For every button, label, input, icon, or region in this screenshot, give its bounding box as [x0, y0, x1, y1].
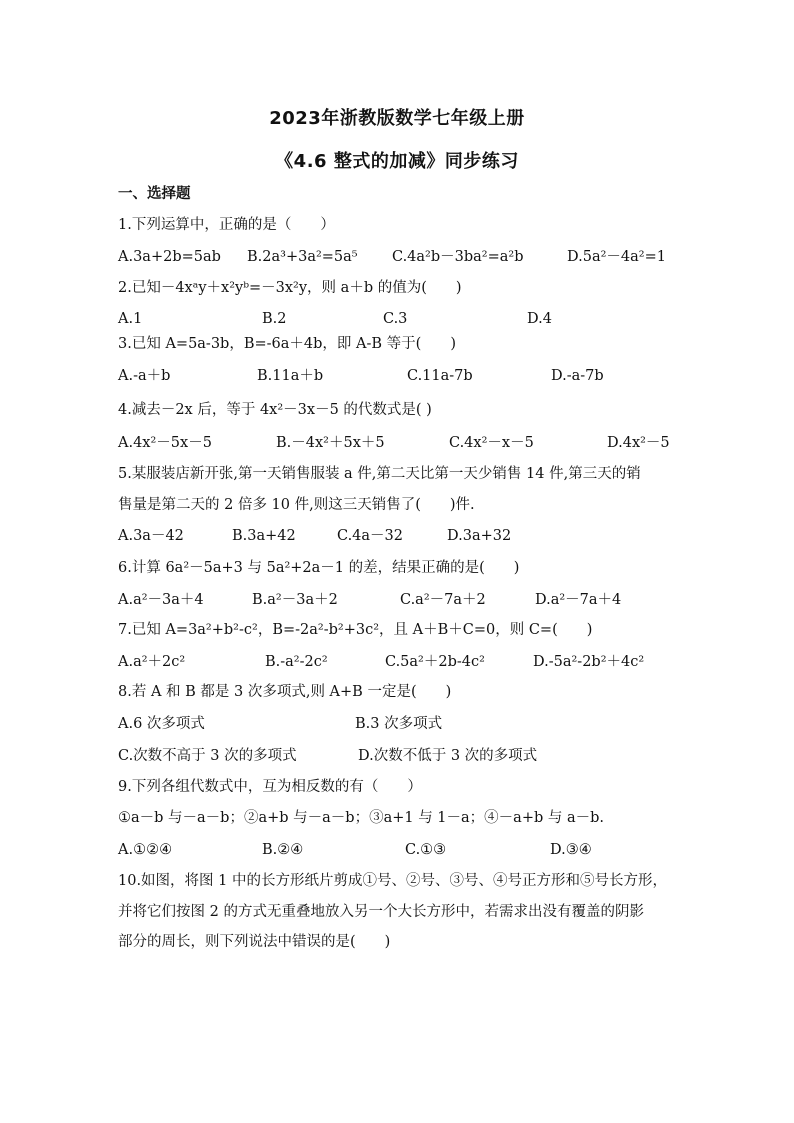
question-7-option-c: C.5a²＋2b-4c² [385, 654, 485, 670]
question-2-option-c: C.3 [383, 311, 408, 327]
question-1-stem: 1.下列运算中，正确的是（ ） [118, 217, 335, 233]
question-3-option-b: B.11a＋b [257, 368, 324, 384]
question-4-option-c: C.4x²－x－5 [449, 435, 534, 451]
question-9-option-a: A.①②④ [118, 842, 173, 858]
question-5-stem-continued: 售量是第二天的 2 倍多 10 件,则这三天销售了( )件. [118, 497, 475, 513]
question-8-option-b: B.3 次多项式 [355, 716, 443, 732]
question-6-option-b: B.a²－3a＋2 [252, 592, 338, 608]
document-subtitle: 《4.6 整式的加减》同步练习 [275, 151, 519, 172]
question-9-option-c: C.①③ [405, 842, 447, 858]
question-6-option-a: A.a²－3a＋4 [118, 592, 204, 608]
question-6-option-d: D.a²－7a＋4 [535, 592, 622, 608]
question-5-option-b: B.3a+42 [232, 528, 296, 544]
question-2-option-d: D.4 [527, 311, 552, 327]
question-4-option-d: D.4x²－5 [607, 435, 670, 451]
question-1-option-a: A.3a+2b=5ab [118, 249, 221, 265]
question-3-stem: 3.已知 A=5a-3b，B=-6a＋4b，即 A-B 等于( ) [118, 336, 456, 352]
question-8-option-c: C.次数不高于 3 次的多项式 [118, 748, 297, 764]
question-2-option-a: A.1 [118, 311, 143, 327]
question-1-option-d: D.5a²－4a²=1 [567, 249, 666, 265]
question-4-stem: 4.减去－2x 后，等于 4x²－3x－5 的代数式是( ) [118, 402, 432, 418]
question-1-option-c: C.4a²b－3ba²=a²b [392, 249, 524, 265]
question-9-stem-continued: ①a－b 与－a－b；②a+b 与－a－b；③a+1 与 1－a；④－a+b 与 a－b. [118, 810, 605, 826]
question-2-option-b: B.2 [262, 311, 287, 327]
question-6-stem: 6.计算 6a²－5a+3 与 5a²+2a－1 的差，结果正确的是( ) [118, 560, 520, 576]
question-10-stem-continued-2: 部分的周长，则下列说法中错误的是( ) [118, 934, 391, 950]
question-5-stem: 5.某服装店新开张,第一天销售服装 a 件,第二天比第一天少销售 14 件,第三天的销 [118, 466, 641, 482]
question-7-option-a: A.a²＋2c² [118, 654, 186, 670]
question-9-stem: 9.下列各组代数式中，互为相反数的有（ ） [118, 779, 422, 795]
question-5-option-c: C.4a－32 [337, 528, 404, 544]
question-9-option-d: D.③④ [550, 842, 592, 858]
question-7-option-d: D.-5a²-2b²＋4c² [533, 654, 645, 670]
question-4-option-b: B.－4x²＋5x＋5 [276, 435, 385, 451]
question-3-option-a: A.-a＋b [118, 368, 171, 384]
question-6-option-c: C.a²－7a＋2 [400, 592, 486, 608]
question-7-option-b: B.-a²-2c² [265, 654, 328, 670]
question-1-option-b: B.2a³+3a²=5a⁵ [247, 249, 358, 265]
question-10-stem: 10.如图，将图 1 中的长方形纸片剪成①号、②号、③号、④号正方形和⑤号长方形， [118, 873, 668, 889]
question-5-option-d: D.3a+32 [447, 528, 512, 544]
question-4-option-a: A.4x²－5x－5 [118, 435, 212, 451]
question-2-stem: 2.已知－4xᵃy＋x²yᵇ=－3x²y，则 a＋b 的值为( ) [118, 280, 462, 296]
question-10-stem-continued: 并将它们按图 2 的方式无重叠地放入另一个大长方形中，若需求出没有覆盖的阴影 [118, 904, 644, 920]
question-3-option-c: C.11a-7b [407, 368, 473, 384]
question-7-stem: 7.已知 A=3a²+b²-c²，B=-2a²-b²+3c²，且 A＋B＋C=0，则 C=( ) [118, 622, 593, 638]
question-8-option-a: A.6 次多项式 [118, 716, 205, 732]
question-3-option-d: D.-a-7b [551, 368, 604, 384]
section-heading: 一、选择题 [118, 186, 191, 202]
question-8-option-d: D.次数不低于 3 次的多项式 [358, 748, 538, 764]
question-5-option-a: A.3a－42 [118, 528, 184, 544]
question-8-stem: 8.若 A 和 B 都是 3 次多项式,则 A+B 一定是( ) [118, 684, 452, 700]
question-9-option-b: B.②④ [262, 842, 304, 858]
document-title: 2023年浙教版数学七年级上册 [269, 108, 525, 129]
